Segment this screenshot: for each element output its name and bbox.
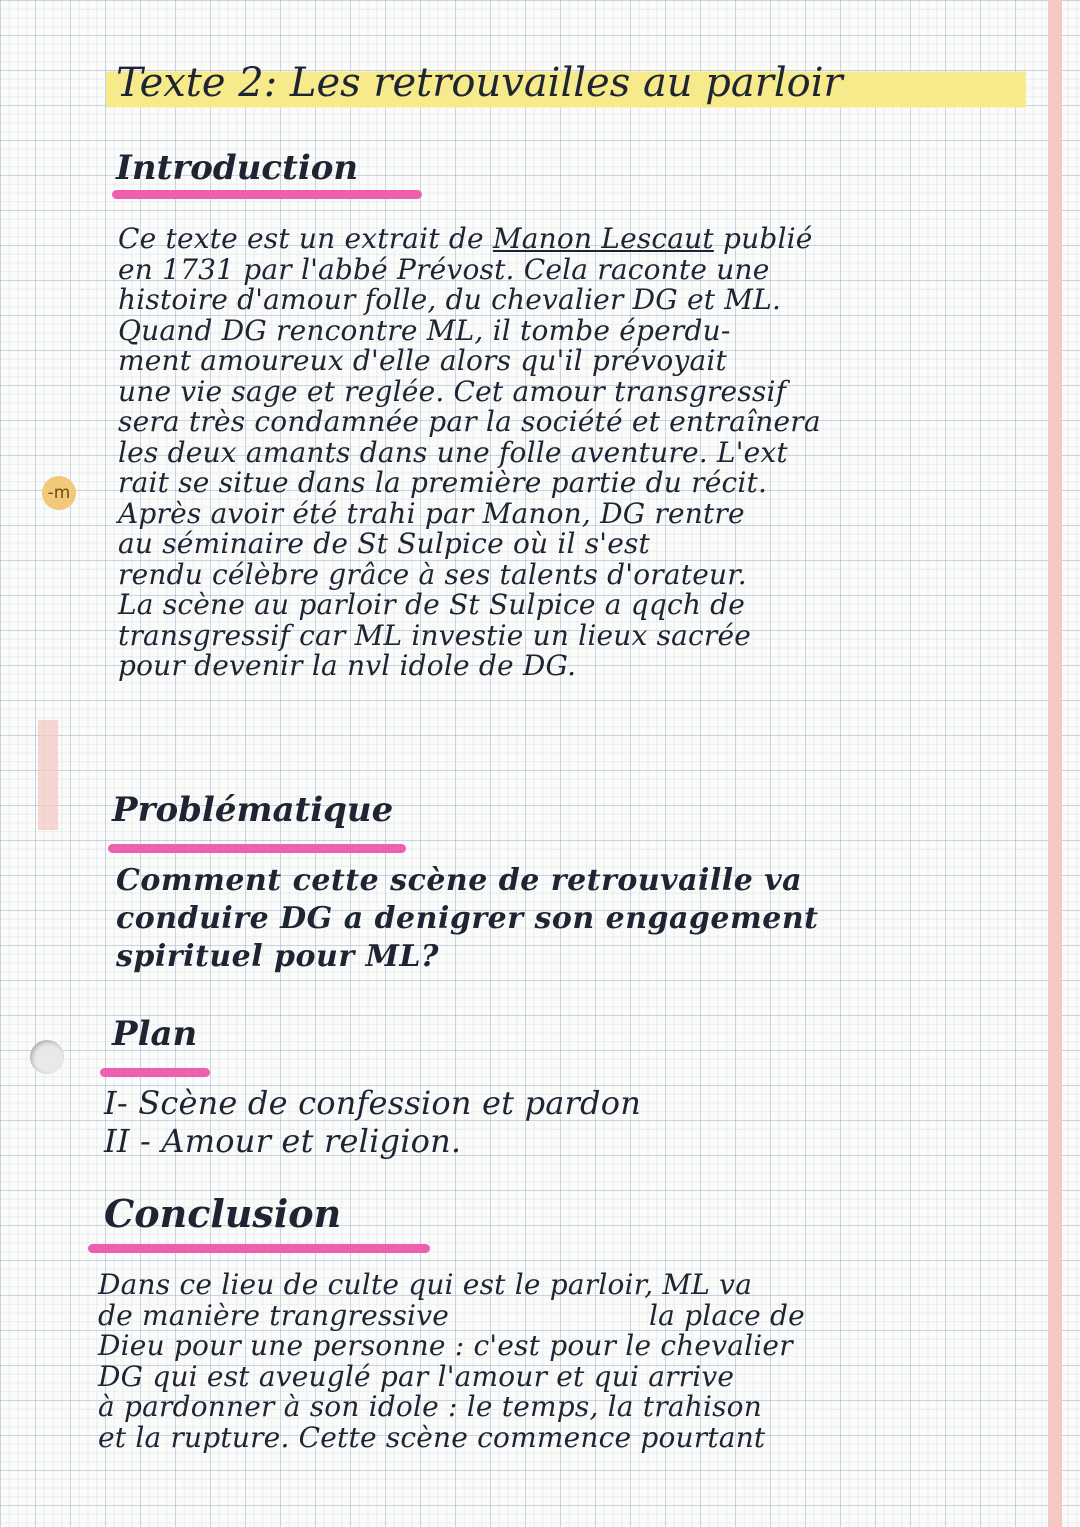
problematique-line-2: spirituel pour ML? <box>116 939 439 974</box>
conclusion-line-3: DG qui est aveuglé par l'amour et qui arrive <box>98 1359 735 1393</box>
plan-heading: Plan <box>112 1014 198 1054</box>
conclusion-heading: Conclusion <box>104 1191 342 1236</box>
introduction-line-0: Ce texte est un extrait de Manon Lescaut publié <box>118 222 813 255</box>
introduction-line-1: en 1731 par l'abbé Prévost. Cela raconte une <box>118 252 770 286</box>
introduction-line-4: ment amoureux d'elle alors qu'il prévoyait <box>118 344 727 377</box>
introduction-line-3: Quand DG rencontre ML, il tombe éperdu- <box>118 313 731 347</box>
introduction-line-7: les deux amants dans une folle aventure. L'ext <box>118 435 788 469</box>
introduction-underline <box>112 190 422 199</box>
introduction-line-2: histoire d'amour folle, du chevalier DG et ML. <box>118 283 782 316</box>
introduction-line-11: rendu célèbre grâce à ses talents d'orateur. <box>118 557 747 591</box>
introduction-line-9: Après avoir été trahi par Manon, DG rentre <box>118 496 745 530</box>
conclusion-line-4: à pardonner à son idole : le temps, la trahison <box>98 1390 762 1423</box>
conclusion-text <box>98 1270 805 1453</box>
introduction-text <box>118 224 821 682</box>
plan-item-1: II - Amour et religion. <box>104 1122 462 1160</box>
introduction-line-14: pour devenir la nvl idole de DG. <box>118 649 577 682</box>
side-tab <box>38 720 58 830</box>
problematique-underline <box>108 844 406 853</box>
conclusion-underline <box>88 1244 430 1253</box>
problematique-text <box>116 862 819 976</box>
introduction-line-6: sera très condamnée par la société et entraînera <box>118 405 821 438</box>
page-title: Texte 2: Les retrouvailles au parloir <box>106 54 1026 112</box>
introduction-line-10: au séminaire de St Sulpice où il s'est <box>118 527 650 560</box>
conclusion-line-2: Dieu pour une personne : c'est pour le chevalier <box>98 1329 793 1362</box>
introduction-line-12: La scène au parloir de St Sulpice a qqch de <box>118 588 746 621</box>
binder-hole <box>30 1040 64 1074</box>
introduction-line-5: une vie sage et reglée. Cet amour transgressif <box>118 374 787 408</box>
introduction-heading: Introduction <box>116 148 359 188</box>
plan-item-0: I- Scène de confession et pardon <box>104 1084 642 1122</box>
introduction-line-8: rait se situe dans la première partie du récit. <box>118 466 768 499</box>
margin-line <box>1048 0 1062 1527</box>
problematique-line-0: Comment cette scène de retrouvaille va <box>116 863 803 898</box>
conclusion-line-0: Dans ce lieu de culte qui est le parloir, ML va <box>98 1268 753 1301</box>
introduction-line-13: transgressif car ML investie un lieux sacrée <box>118 618 752 652</box>
conclusion-line-5: et la rupture. Cette scène commence pourtant <box>98 1420 766 1454</box>
problematique-line-1: conduire DG a denigrer son engagement <box>116 901 819 936</box>
plan-list <box>104 1084 641 1160</box>
conclusion-line-1: de manière trangressive la place de <box>98 1298 805 1332</box>
problematique-heading: Problématique <box>112 790 394 830</box>
sticker-label: -m <box>47 483 71 503</box>
sticker-icon <box>42 476 76 510</box>
plan-underline <box>100 1068 210 1077</box>
